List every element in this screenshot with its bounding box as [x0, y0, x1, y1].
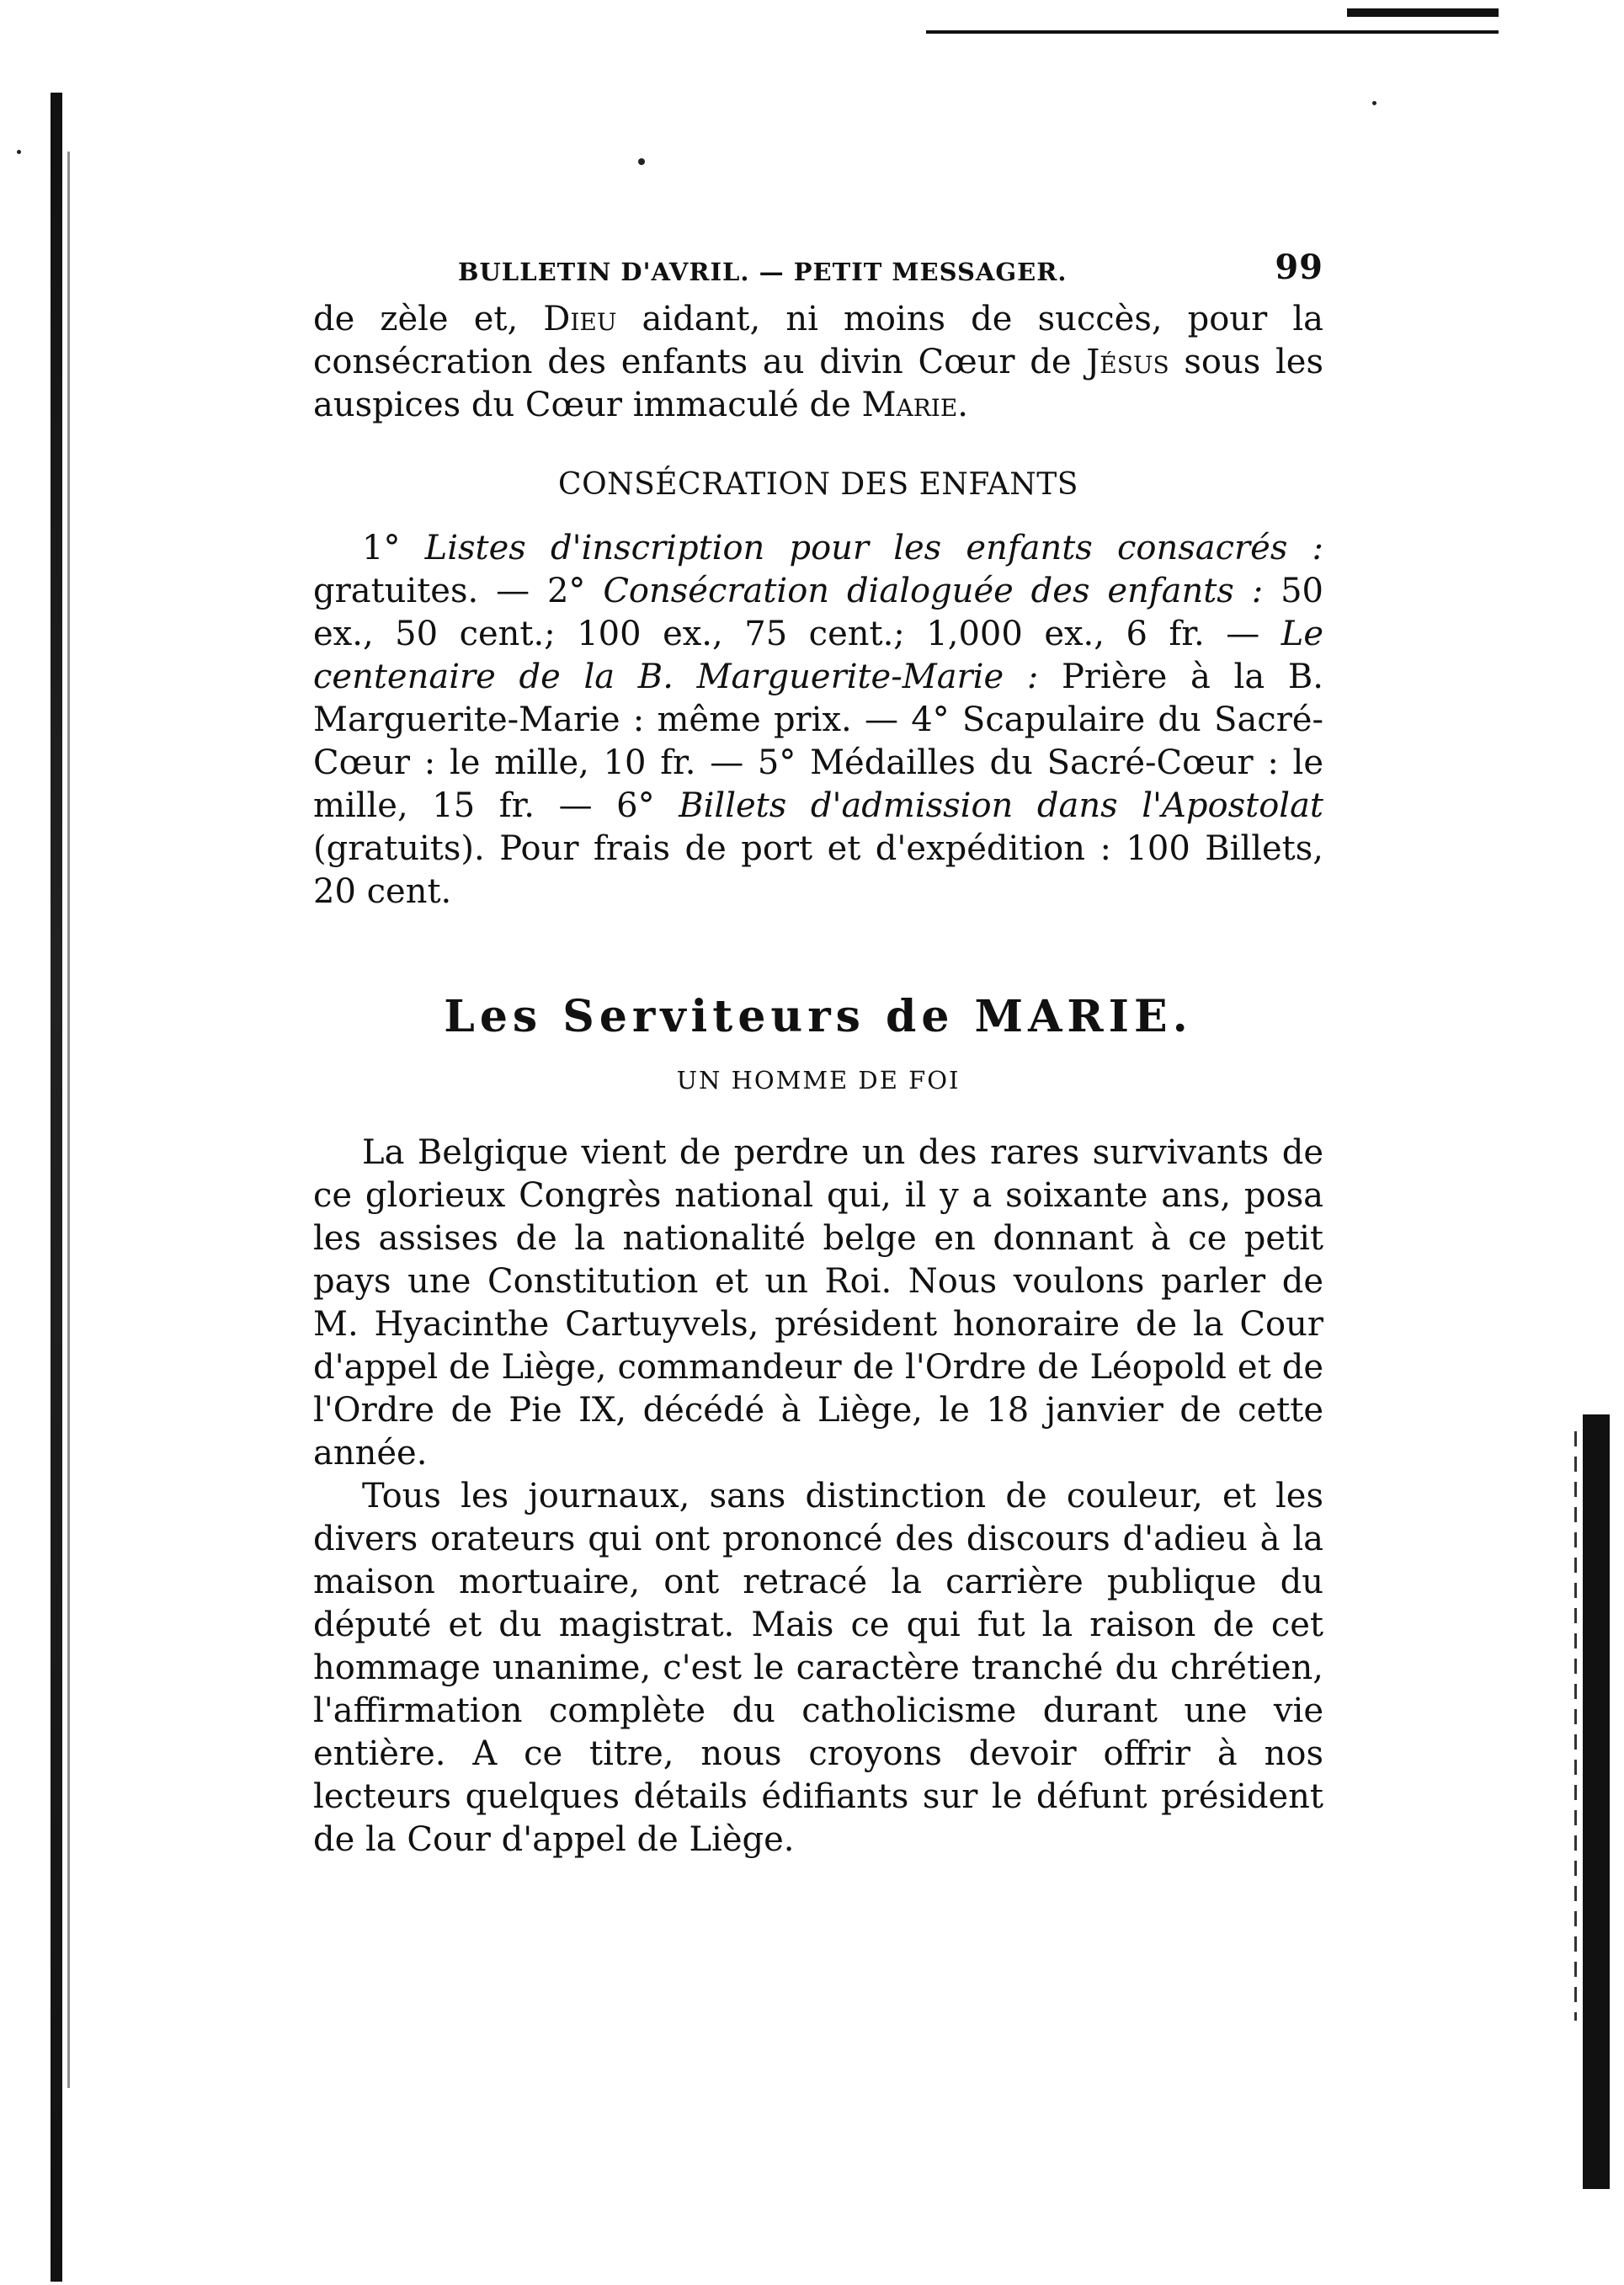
- consecration-seg-3: gratuites. — 2°: [313, 572, 604, 610]
- scan-speck: [638, 158, 645, 165]
- body-paragraph-2: Tous les journaux, sans distinction de couleur, et les divers orateurs qui ont prononcé des discours d'adieu à la maison mortuaire, ont retracé la carrière publique du député et du magistrat. Mais ce qui fut la raison de cet hommage unanime, c'est le caractère tranché du chrétien, l'affirmation complète du catholicisme durant une vie entière. A ce titre, nous croyons devoir offrir à nos lecteurs quelques détails édifiants sur le défunt président de la Cour d'appel de Liège.: [313, 1477, 1323, 1859]
- binding-shadow: [51, 93, 62, 2282]
- consecration-seg-4: Consécration dialoguée des enfants :: [603, 572, 1264, 610]
- consecration-seg-1: 1°: [362, 529, 425, 567]
- section-subtitle: UN HOMME DE FOI: [676, 1066, 961, 1095]
- running-head-title: BULLETIN D'AVRIL. — PETIT MESSAGER.: [458, 258, 1068, 286]
- consecration-seg-6: Le centenaire de la B. Marguerite-Marie :: [313, 615, 1323, 696]
- consecration-seg-7: Prière à la B. Marguerite-Marie : même prix. — 4° Scapulaire du Sacré-Cœur : le mille, 10 fr. — 5° Médailles du Sacré-Cœur : le mille, 15 fr. — 6°: [313, 658, 1323, 825]
- right-page-edge-dashes: [1574, 1431, 1577, 2021]
- consecration-seg-9: (gratuits). Pour frais de port et d'expédition : 100 Billets, 20 cent.: [313, 829, 1323, 911]
- section-title: Les Serviteurs de MARIE.: [444, 991, 1193, 1042]
- right-page-edge: [1583, 1414, 1610, 2189]
- consecration-seg-5: 50 ex., 50 cent.; 100 ex., 75 cent.; 1,000 ex., 6 fr. —: [313, 572, 1323, 653]
- binding-edge-line: [67, 152, 70, 2088]
- intro-dieu: Dieu: [543, 300, 617, 338]
- intro-jesus: Jésus: [1086, 343, 1169, 381]
- consecration-heading: CONSÉCRATION DES ENFANTS: [558, 467, 1078, 502]
- consecration-seg-2: Listes d'inscription pour les enfants consacrés :: [424, 529, 1324, 567]
- intro-text-4: .: [957, 386, 969, 424]
- top-scan-rule: [926, 30, 1499, 34]
- running-head: [313, 236, 1323, 290]
- consecration-seg-8: Billets d'admission dans l'Apostolat: [679, 786, 1323, 825]
- page-number: 99: [1275, 248, 1323, 287]
- intro-text-1: de zèle et,: [313, 300, 544, 338]
- consecration-paragraph: [313, 527, 1323, 913]
- book-page: [313, 236, 1323, 1862]
- intro-marie: Marie: [861, 386, 958, 424]
- intro-text-2: aidant, ni moins de succès, pour la consécration des enfants au divin Cœur de: [313, 300, 1324, 381]
- top-scan-rule-thick: [1347, 8, 1499, 17]
- body-paragraph-1: La Belgique vient de perdre un des rares survivants de ce glorieux Congrès national qui, il y a soixante ans, posa les assises de la nationalité belge en donnant à ce petit pays une Constitution et un Roi. Nous voulons parler de M. Hyacinthe Cartuyvels, président honoraire de la Cour d'appel de Liège, commandeur de l'Ordre de Léopold et de l'Ordre de Pie IX, décédé à Liège, le 18 janvier de cette année.: [313, 1133, 1323, 1473]
- intro-paragraph: [313, 298, 1323, 427]
- intro-text-3: sous les auspices du Cœur immaculé de: [313, 343, 1324, 424]
- scan-speck: [17, 150, 21, 154]
- scan-speck: [1372, 101, 1376, 105]
